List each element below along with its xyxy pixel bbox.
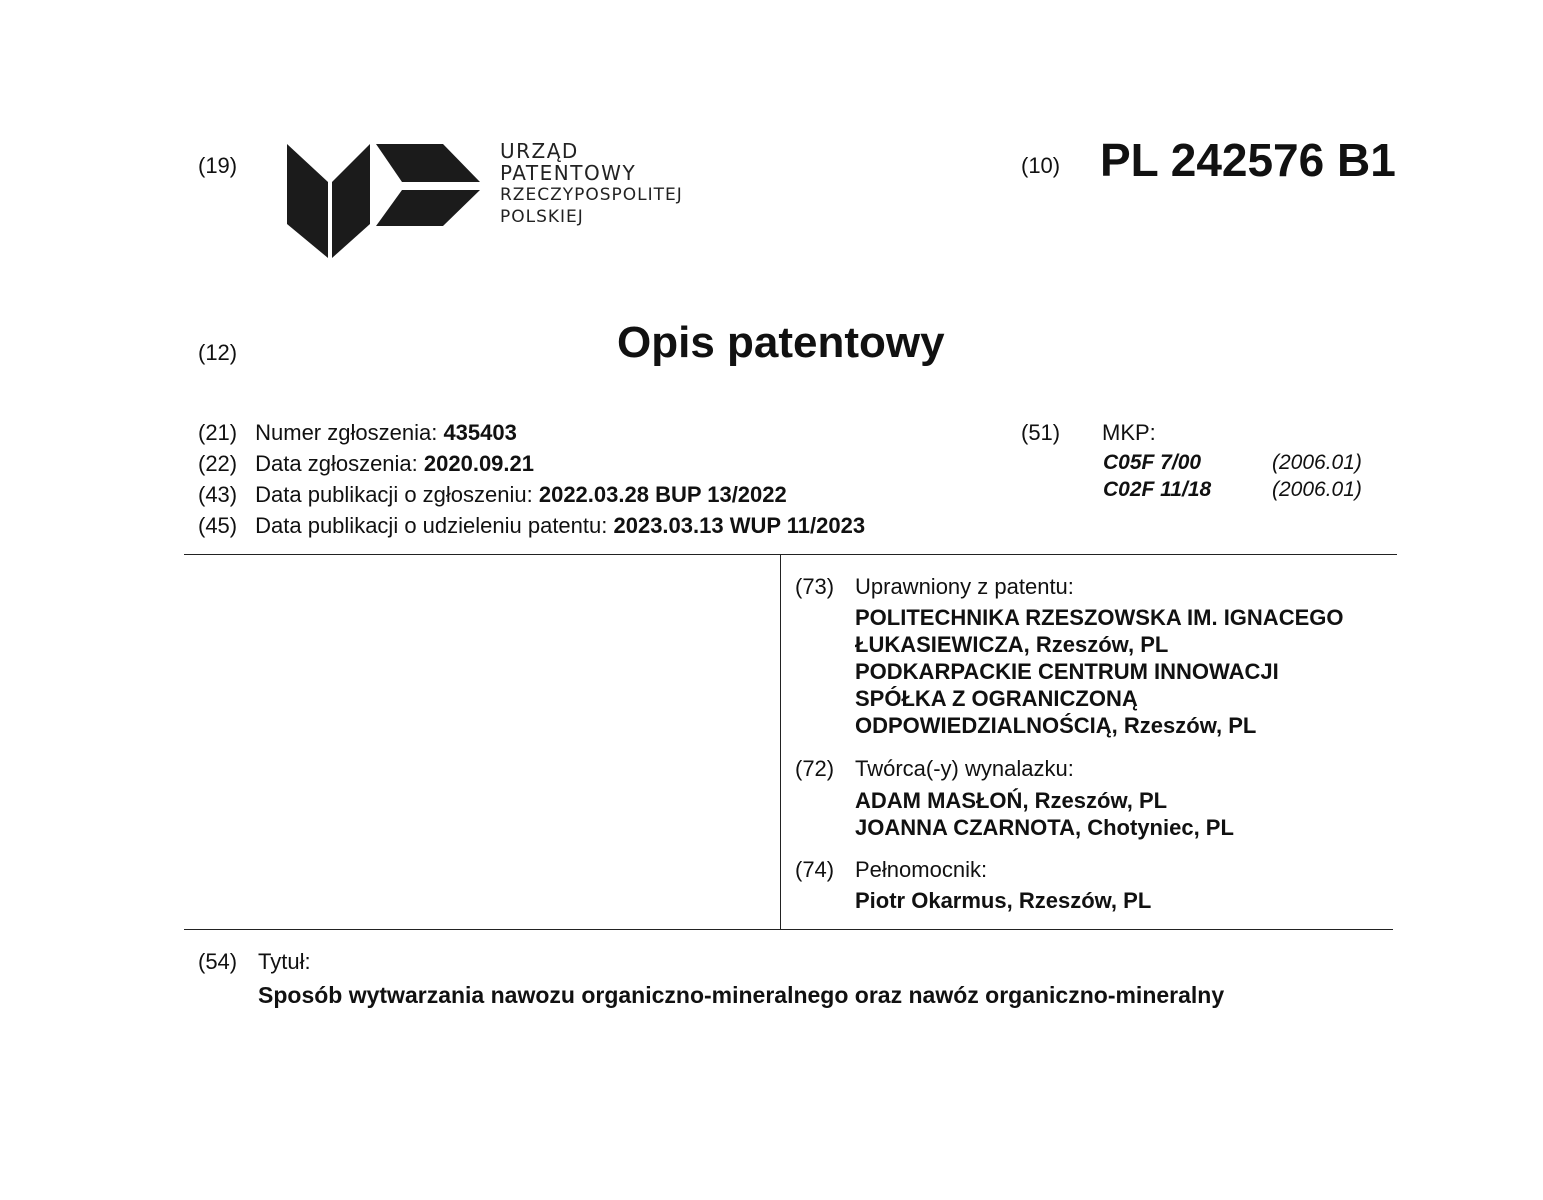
owner-line: POLITECHNIKA RZESZOWSKA IM. IGNACEGO <box>855 605 1344 630</box>
title-label: Tytuł: <box>258 949 311 974</box>
filing-value: 2022.03.28 BUP 13/2022 <box>538 482 787 507</box>
office-name <box>500 140 683 228</box>
filing-label: Data publikacji o zgłoszeniu: <box>255 482 539 507</box>
code-19: (19) <box>198 153 238 178</box>
classification-label: MKP: <box>1102 420 1156 445</box>
filing-label: Data publikacji o udzieleniu patentu: <box>255 513 614 538</box>
divider <box>184 554 1397 555</box>
filing-row <box>198 451 534 477</box>
filing-label: Data zgłoszenia: <box>255 451 424 476</box>
owner-line: PODKARPACKIE CENTRUM INNOWACJI <box>855 659 1279 684</box>
filing-code: (22) <box>198 451 238 476</box>
column-divider <box>780 555 781 930</box>
classification-version: (2006.01) <box>1272 451 1362 474</box>
inventor-line: JOANNA CZARNOTA, Chotyniec, PL <box>855 815 1234 840</box>
code-51: (51) <box>1021 420 1061 445</box>
agent-list <box>855 887 1151 914</box>
office-name-line: PATENTOWY <box>500 161 637 185</box>
filing-row <box>198 420 517 446</box>
filing-label: Numer zgłoszenia: <box>255 420 444 445</box>
patent-number: PL 242576 B1 <box>1100 134 1396 186</box>
document-title: Opis patentowy <box>617 318 945 367</box>
owner-label: Uprawniony z patentu: <box>855 574 1074 599</box>
filing-code: (21) <box>198 420 238 445</box>
office-logo-icon <box>280 138 495 262</box>
filing-code: (43) <box>198 482 238 507</box>
owner-list <box>855 604 1343 739</box>
agent-line: Piotr Okarmus, Rzeszów, PL <box>855 888 1152 913</box>
classification-version: (2006.01) <box>1272 478 1362 501</box>
owner-line: ODPOWIEDZIALNOŚCIĄ, Rzeszów, PL <box>855 713 1257 738</box>
filing-row <box>198 482 787 508</box>
classification-symbol: C05F 7/00 <box>1103 451 1202 474</box>
code-12: (12) <box>198 340 238 365</box>
filing-row <box>198 513 865 539</box>
invention-title: Sposób wytwarzania nawozu organiczno-mineralnego oraz nawóz organiczno-mineralny <box>258 982 1225 1008</box>
office-name-line: POLSKIEJ <box>500 207 584 227</box>
filing-value: 2023.03.13 WUP 11/2023 <box>613 513 866 538</box>
inventor-line: ADAM MASŁOŃ, Rzeszów, PL <box>855 788 1168 813</box>
inventors-label: Twórca(-y) wynalazku: <box>855 756 1074 781</box>
office-name-line: URZĄD <box>500 139 579 163</box>
office-name-line: RZECZYPOSPOLITEJ <box>500 185 683 205</box>
divider <box>184 929 1393 930</box>
filing-value: 435403 <box>443 420 517 445</box>
code-10: (10) <box>1021 153 1061 178</box>
owner-line: SPÓŁKA Z OGRANICZONĄ <box>855 686 1138 711</box>
filing-code: (45) <box>198 513 238 538</box>
filing-value: 2020.09.21 <box>423 451 534 476</box>
code-54: (54) <box>198 949 238 974</box>
agent-label: Pełnomocnik: <box>855 857 988 882</box>
code-72: (72) <box>795 756 835 781</box>
inventors-list <box>855 787 1234 841</box>
classification-symbol: C02F 11/18 <box>1103 478 1212 501</box>
owner-line: ŁUKASIEWICZA, Rzeszów, PL <box>855 632 1169 657</box>
code-74: (74) <box>795 857 835 882</box>
code-73: (73) <box>795 574 835 599</box>
